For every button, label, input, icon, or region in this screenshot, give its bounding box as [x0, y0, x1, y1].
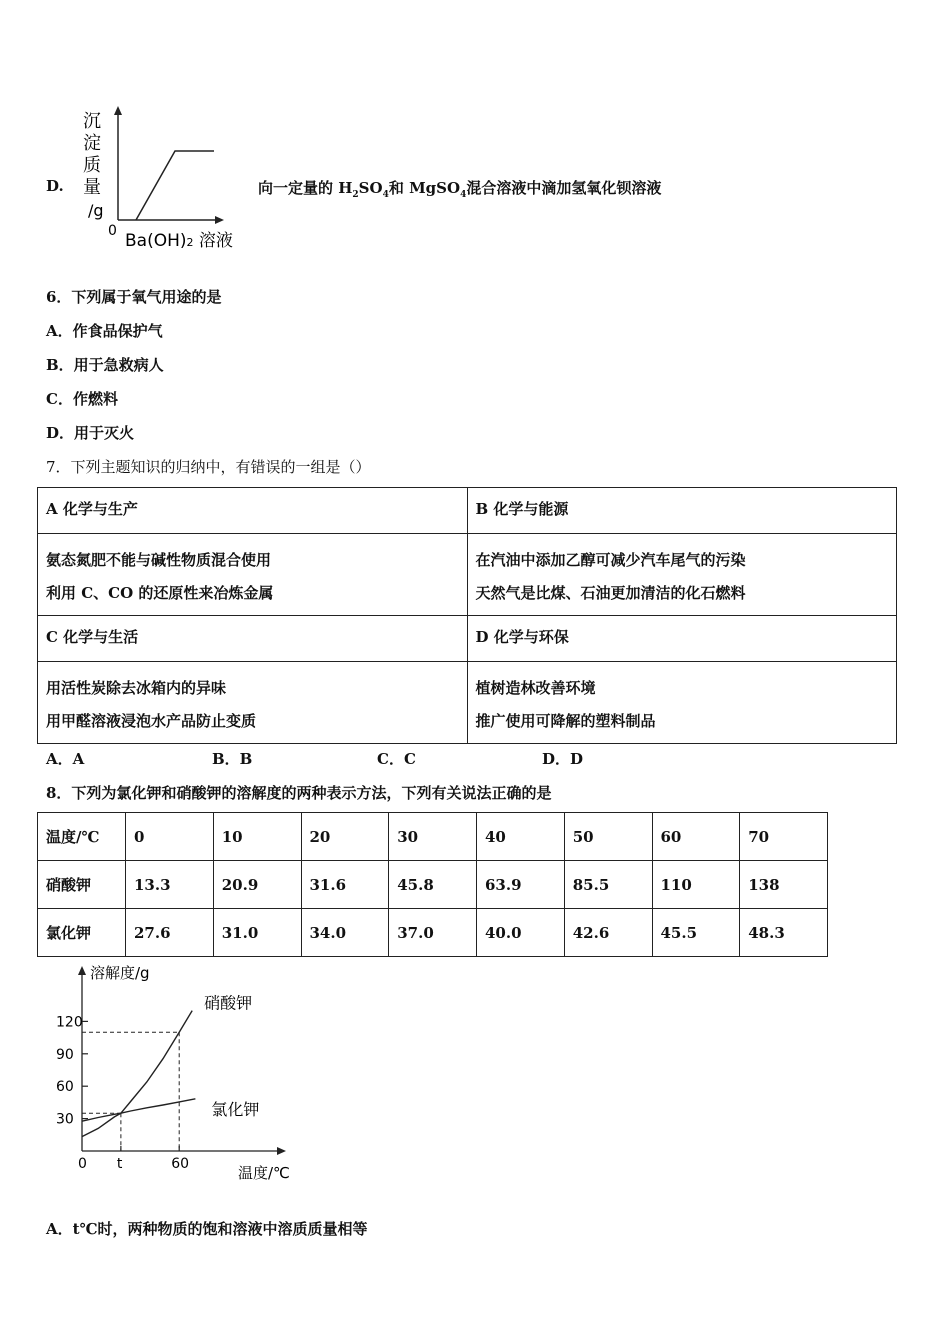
q7-cell-d-body [467, 662, 897, 744]
q6-option-a: A．作食品保护气 [46, 322, 163, 340]
q7-cell-line: 氨态氮肥不能与碱性物质混合使用 [46, 551, 272, 569]
chart-x-tick-label: 0 [78, 1156, 87, 1172]
q7-option-b: B．B [212, 750, 253, 768]
table-cell: 20.9 [213, 861, 301, 909]
q7-option-c: C．C [377, 750, 416, 768]
table-cell: 31.0 [213, 909, 301, 957]
table-header-cell: 40 [477, 813, 565, 861]
q5-option-d-description: 向一定量的 $H_2SO_4$和 MgSO$_4$混合溶液中滴加氢氧化钡溶液 [258, 179, 662, 200]
chart-series-line [82, 1099, 195, 1121]
table-header-cell: 温度/℃ [38, 813, 126, 861]
q7-cell-b-title: B 化学与能源 [467, 488, 897, 534]
q8-stem: 8．下列为氯化钾和硝酸钾的溶解度的两种表示方法，下列有关说法正确的是 [46, 784, 552, 802]
table-header-row [38, 813, 828, 861]
precipitate-graph [78, 103, 258, 253]
chart-y-arrow [78, 966, 86, 975]
q7-cell-line: 植树造林改善环境 [475, 679, 596, 697]
chart-y-tick-label: 30 [56, 1111, 74, 1128]
table-header-cell: 50 [564, 813, 652, 861]
table-cell: 42.6 [564, 909, 652, 957]
q6-option-c: C．作燃料 [46, 390, 118, 408]
q7-cell-line: 用甲醛溶液浸泡水产品防止变质 [46, 712, 257, 730]
graph-ylabel-char: 淀 [83, 133, 101, 154]
chart-y-tick-label: 60 [56, 1079, 74, 1096]
q7-cell-line: 天然气是比煤、石油更加清洁的化石燃料 [475, 584, 746, 602]
graph-y-arrow [114, 106, 122, 115]
graph-ylabel-char: 量 [83, 177, 101, 198]
chart-x-tick-label: t [116, 1156, 123, 1172]
graph-x-arrow [215, 216, 224, 224]
q8-option-a: A．t℃时，两种物质的饱和溶液中溶质质量相等 [46, 1220, 368, 1238]
q6-option-d: D．用于灭火 [46, 424, 135, 442]
table-header-cell: 30 [389, 813, 477, 861]
graph-ylabel-char: 沉 [83, 111, 101, 132]
graph-xlabel: Ba(OH)2 溶液 [125, 231, 233, 251]
table-cell: 13.3 [126, 861, 214, 909]
table-header-cell: 60 [652, 813, 740, 861]
graph-ylabel-char: 质 [83, 155, 101, 176]
table-cell: 85.5 [564, 861, 652, 909]
q7-cell-line: 推广使用可降解的塑料制品 [475, 712, 656, 730]
q7-cell-line: 利用 C、CO 的还原性来冶炼金属 [46, 584, 274, 602]
chart-xlabel: 温度/℃ [238, 1164, 290, 1182]
solubility-table [37, 812, 828, 957]
q7-option-d: D．D [542, 750, 584, 768]
table-cell: 34.0 [301, 909, 389, 957]
q6-stem: 6．下列属于氧气用途的是 [46, 288, 222, 306]
table-cell: 45.8 [389, 861, 477, 909]
q7-cell-c-body [38, 662, 468, 744]
q7-cell-a-body [38, 534, 468, 616]
table-cell: 氯化钾 [38, 909, 126, 957]
q7-table [37, 487, 897, 744]
table-cell: 27.6 [126, 909, 214, 957]
chart-series-label: 硝酸钾 [204, 993, 253, 1013]
table-header-cell: 70 [740, 813, 828, 861]
chart-y-tick-label: 120 [56, 1014, 83, 1031]
table-cell: 31.6 [301, 861, 389, 909]
table-header-cell: 20 [301, 813, 389, 861]
q7-cell-a-title: A 化学与生产 [38, 488, 468, 534]
solubility-curve-chart [40, 958, 310, 1188]
q7-cell-d-title: D 化学与环保 [467, 616, 897, 662]
q7-option-a: A．A [46, 750, 85, 768]
precipitate-curve [136, 151, 214, 220]
table-cell: 40.0 [477, 909, 565, 957]
table-cell: 63.9 [477, 861, 565, 909]
table-cell: 138 [740, 861, 828, 909]
table-cell: 硝酸钾 [38, 861, 126, 909]
q7-cell-line: 在汽油中添加乙醇可减少汽车尾气的污染 [475, 551, 746, 569]
table-header-cell: 0 [126, 813, 214, 861]
table-cell: 37.0 [389, 909, 477, 957]
q7-cell-b-body [467, 534, 897, 616]
table-cell: 48.3 [740, 909, 828, 957]
q7-cell-c-title: C 化学与生活 [38, 616, 468, 662]
chart-y-tick-label: 90 [56, 1046, 74, 1063]
q7-cell-line: 用活性炭除去冰箱内的异味 [46, 679, 227, 697]
graph-ylabel-char: /g [88, 201, 104, 220]
q5-option-d-label: D. [46, 177, 64, 195]
table-header-cell: 10 [213, 813, 301, 861]
graph-origin-label: 0 [108, 223, 117, 239]
q6-option-b: B．用于急救病人 [46, 356, 164, 374]
chart-x-arrow [277, 1147, 286, 1155]
q7-stem: 7．下列主题知识的归纳中，有错误的一组是（） [46, 458, 371, 476]
table-row [38, 909, 828, 957]
chart-ylabel: 溶解度/g [90, 964, 150, 982]
table-cell: 110 [652, 861, 740, 909]
table-cell: 45.5 [652, 909, 740, 957]
chart-x-tick-label: 60 [171, 1156, 190, 1172]
chart-series-label: 氯化钾 [211, 1099, 260, 1119]
table-row [38, 861, 828, 909]
